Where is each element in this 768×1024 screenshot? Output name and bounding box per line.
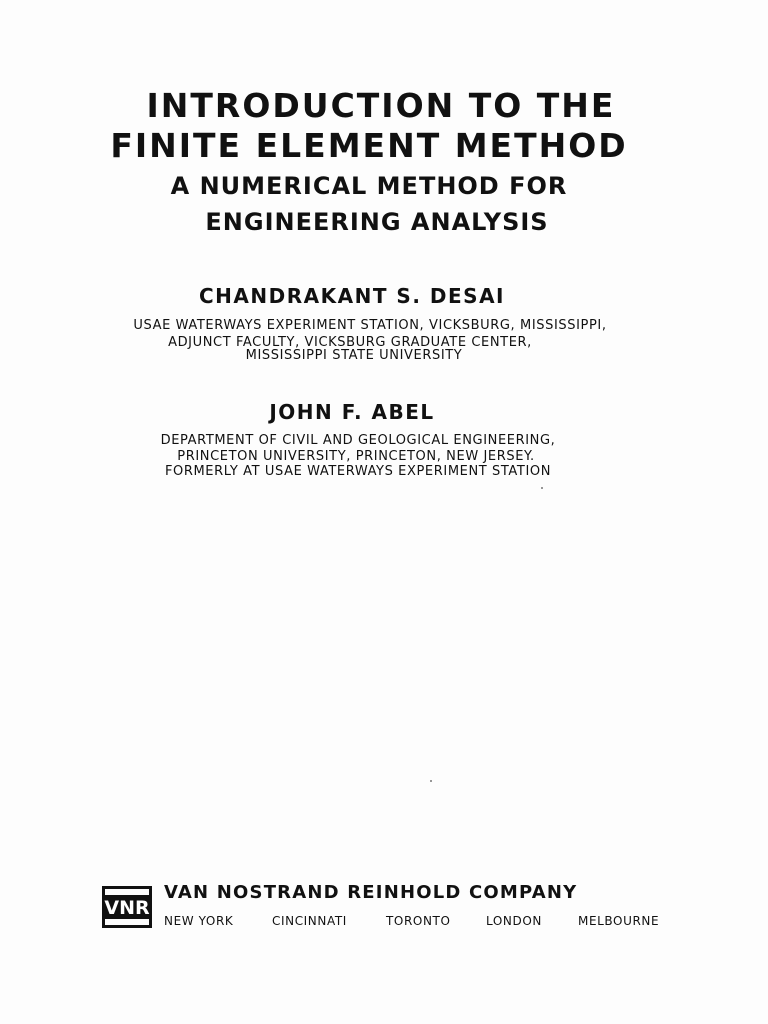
author-affiliation-line: DEPARTMENT OF CIVIL AND GEOLOGICAL ENGINEERING,	[160, 433, 556, 448]
author-affiliation-line: ADJUNCT FACULTY, VICKSBURG GRADUATE CENTER,	[168, 335, 532, 350]
publisher-logo-text: VNR	[104, 897, 150, 919]
author-affiliation-line: PRINCETON UNIVERSITY, PRINCETON, NEW JERSEY.	[177, 449, 535, 464]
publisher-city: TORONTO	[386, 914, 451, 928]
paper-speck	[541, 487, 543, 489]
publisher-city: NEW YORK	[164, 914, 234, 928]
publisher-block	[102, 882, 722, 932]
publisher-city: MELBOURNE	[578, 914, 660, 928]
book-subtitle-line-2: ENGINEERING ANALYSIS	[205, 208, 549, 236]
author-affiliation-line: USAE WATERWAYS EXPERIMENT STATION, VICKSBURG, MISSISSIPPI,	[133, 318, 607, 333]
author-name-desai: CHANDRAKANT S. DESAI	[199, 284, 505, 308]
publisher-name: VAN NOSTRAND REINHOLD COMPANY	[164, 882, 578, 903]
publisher-logo	[102, 886, 152, 928]
publisher-city: LONDON	[486, 914, 542, 928]
book-title-line-1: INTRODUCTION TO THE	[146, 86, 616, 125]
book-title-line-2: FINITE ELEMENT METHOD	[110, 126, 628, 165]
author-affiliation-line: FORMERLY AT USAE WATERWAYS EXPERIMENT STATION	[164, 464, 552, 479]
publisher-city: CINCINNATI	[272, 914, 347, 928]
paper-speck	[430, 780, 432, 782]
book-title-block	[0, 86, 768, 240]
author-affiliation-line: MISSISSIPPI STATE UNIVERSITY	[245, 348, 463, 363]
book-subtitle-line-1: A NUMERICAL METHOD FOR	[170, 172, 568, 200]
author-name-abel: JOHN F. ABEL	[269, 400, 435, 424]
